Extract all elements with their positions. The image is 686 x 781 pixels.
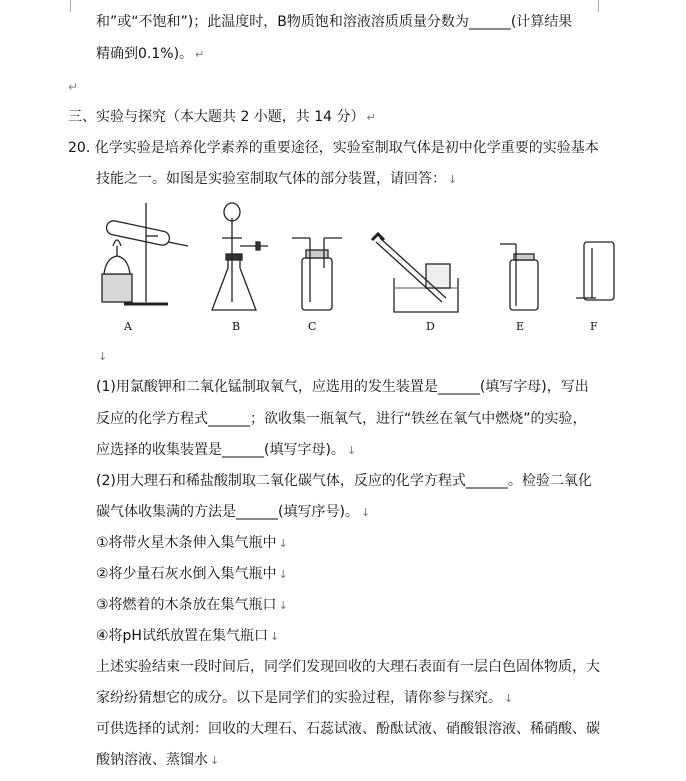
- figure-label-d: D: [426, 320, 435, 333]
- reagents-line: 可供选择的试剂：回收的大理石、石蕊试液、酚酞试液、硝酸银溶液、稀硝酸、碳: [96, 721, 600, 737]
- page-corner-right: [598, 0, 613, 12]
- empty-paragraph-mark: ↵: [68, 80, 79, 94]
- option-2: ②将少量石灰水倒入集气瓶中 ↓: [96, 566, 288, 582]
- section-heading: 三、实验与探究（本大题共 2 小题，共 14 分） ↵: [68, 109, 376, 125]
- figure-label-f: F: [590, 320, 598, 333]
- part-1-line: 反应的化学方程式______；欲收集一瓶氧气，进行“铁丝在氧气中燃烧”的实验，: [96, 411, 587, 427]
- part-2-line: (2)用大理石和稀盐酸制取二氧化碳气体，反应的化学方程式______。检验二氧化: [96, 473, 592, 489]
- text-line: 精确到0.1%)。 ↵: [96, 46, 205, 62]
- option-1: ①将带火星木条伸入集气瓶中 ↓: [96, 535, 288, 551]
- part-1-line: 应选择的收集装置是______(填写字母)。 ↓: [96, 442, 357, 458]
- apparatus-drawing: [96, 198, 626, 338]
- option-3: ③将燃着的木条放在集气瓶口 ↓: [96, 597, 288, 613]
- question-20-line: 技能之一。如图是实验室制取气体的部分装置，请回答： ↓: [96, 171, 458, 187]
- explore-line: 上述实验结束一段时间后，同学们发现回收的大理石表面有一层白色固体物质，大: [96, 659, 600, 675]
- figure-label-b: B: [232, 320, 241, 333]
- paragraph-mark: ↓: [98, 350, 108, 363]
- figure-label-e: E: [516, 320, 525, 333]
- option-4: ④将pH试纸放置在集气瓶口 ↓: [96, 628, 280, 644]
- part-1-line: (1)用氯酸钾和二氧化锰制取氧气，应选用的发生装置是______(填写字母)，写出: [96, 379, 589, 395]
- reagents-line: 酸钠溶液、蒸馏水 ↓: [96, 752, 220, 768]
- figure-label-c: C: [308, 320, 317, 333]
- page-corner-left: [56, 0, 71, 12]
- text-line: 和”或“不饱和”)；此温度时，B物质饱和溶液溶质质量分数为______(计算结果: [96, 14, 573, 30]
- figure-label-a: A: [124, 320, 132, 333]
- apparatus-figure: [96, 198, 626, 338]
- question-20-line: 20. 化学实验是培养化学素养的重要途径，实验室制取气体是初中化学重要的实验基本: [68, 140, 599, 156]
- explore-line: 家纷纷猜想它的成分。以下是同学们的实验过程，请你参与探究。 ↓: [96, 690, 514, 706]
- part-2-line: 碳气体收集满的方法是______(填写序号)。 ↓: [96, 504, 371, 520]
